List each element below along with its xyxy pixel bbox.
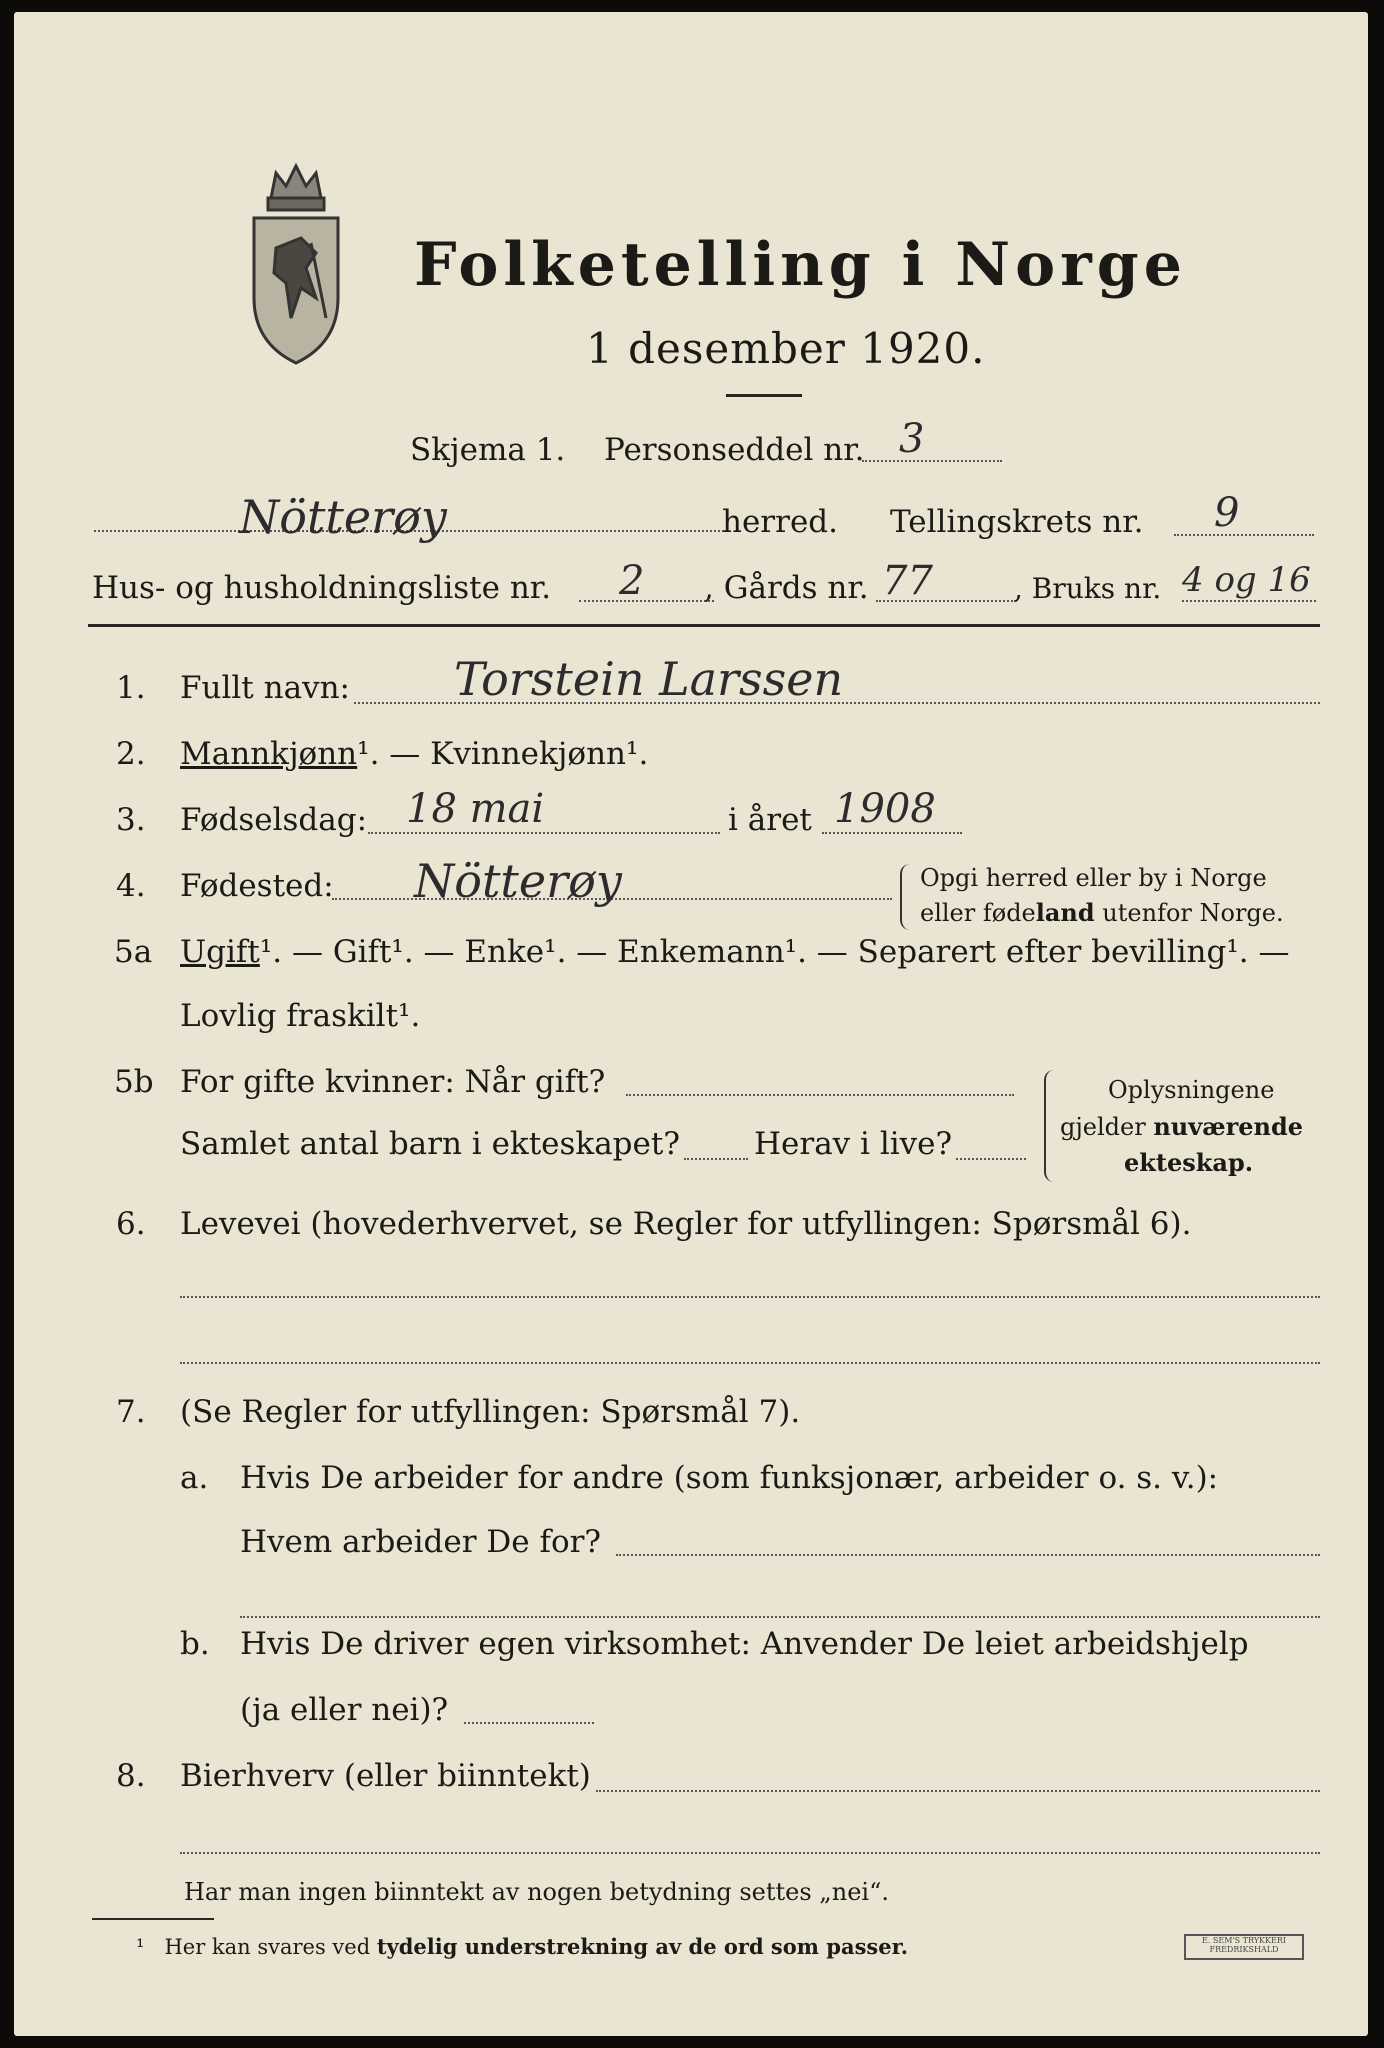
personseddel-label: Personseddel nr. xyxy=(604,432,865,468)
hus-value[interactable]: 2 xyxy=(619,558,645,604)
q7a-line2: Hvem arbeider De for? xyxy=(240,1524,602,1560)
hus-label: Hus- og husholdningsliste nr. xyxy=(92,570,552,606)
q6-label: Levevei (hovederhvervet, se Regler for utfyllingen: Spørsmål 6). xyxy=(180,1206,1192,1242)
q8-answer-line2[interactable] xyxy=(180,1852,1320,1854)
q1-label: Fullt navn: xyxy=(180,670,350,706)
q7b-line1: Hvis De driver egen virksomhet: Anvender De leiet arbeidshjelp xyxy=(240,1626,1249,1662)
bruks-value[interactable]: 4 og 16 xyxy=(1182,560,1311,600)
q5b-note-line3: ekteskap. xyxy=(1124,1148,1254,1177)
option-kvinnekjonn[interactable]: Kvinnekjønn xyxy=(430,736,627,772)
q4-note-line1: Opgi herred eller by i Norge xyxy=(920,864,1267,892)
q6-answer-line1[interactable] xyxy=(180,1296,1320,1298)
title-divider xyxy=(726,394,802,397)
q5b-note-line1: Oplysningene xyxy=(1108,1076,1275,1104)
q8-note: Har man ingen biinntekt av nogen betydning settes „nei“. xyxy=(184,1878,889,1906)
herred-label: herred. xyxy=(722,504,838,540)
q8-number: 8. xyxy=(116,1758,146,1794)
q7b-number: b. xyxy=(180,1626,210,1662)
tellingskrets-value[interactable]: 9 xyxy=(1214,490,1240,536)
full-name-value[interactable]: Torstein Larssen xyxy=(454,652,844,706)
footnote: ¹ Her kan svares ved tydelig understrekning av de ord som passer. xyxy=(136,1934,909,1959)
year-label: i året xyxy=(728,802,812,838)
q7b-answer[interactable] xyxy=(464,1722,594,1724)
q5b-line1: For gifte kvinner: Når gift? xyxy=(180,1064,606,1100)
birthday-value[interactable]: 18 mai xyxy=(406,786,545,832)
q4-note-line2: eller fødeland utenfor Norge. xyxy=(920,898,1284,927)
gards-value[interactable]: 77 xyxy=(882,558,933,604)
q8-label: Bierhverv (eller biinntekt) xyxy=(180,1758,591,1794)
q5a-options: Ugift¹. — Gift¹. — Enke¹. — Enkemann¹. — Separert efter bevilling¹. — xyxy=(180,934,1290,970)
q8-answer[interactable] xyxy=(596,1790,1320,1792)
birthplace-value[interactable]: Nötterøy xyxy=(414,854,622,908)
bruks-label: , Bruks nr. xyxy=(1014,572,1162,605)
coat-of-arms-icon xyxy=(246,158,346,368)
q7b-line2: (ja eller nei)? xyxy=(240,1692,449,1728)
q7a-line1: Hvis De arbeider for andre (som funksjonær, arbeider o. s. v.): xyxy=(240,1460,1219,1496)
q2-options: Mannkjønn¹. — Kvinnekjønn¹. xyxy=(180,736,649,772)
skjema-label: Skjema 1. xyxy=(410,432,566,468)
q7a-answer[interactable] xyxy=(616,1554,1320,1556)
q5b-note-line2: gjelder nuværende xyxy=(1060,1112,1304,1141)
q5b-herav: Herav i live? xyxy=(754,1126,953,1162)
q2-number: 2. xyxy=(116,736,146,772)
herred-value[interactable]: Nötterøy xyxy=(239,490,447,544)
option-mannkjonn[interactable]: Mannkjønn xyxy=(180,736,358,772)
q5b-line2: Samlet antal barn i ekteskapet? xyxy=(180,1126,680,1162)
gards-label: , Gårds nr. xyxy=(704,570,869,606)
option-ugift[interactable]: Ugift xyxy=(180,934,260,970)
q7-label: (Se Regler for utfyllingen: Spørsmål 7). xyxy=(180,1394,801,1430)
q7a-number: a. xyxy=(180,1460,209,1496)
q1-number: 1. xyxy=(116,670,146,706)
form-title: Folketelling i Norge xyxy=(414,230,1187,300)
q6-answer-line2[interactable] xyxy=(180,1362,1320,1364)
printer-stamp: E. SEM'S TRYKKERI FREDRIKSHALD xyxy=(1184,1934,1304,1960)
census-form xyxy=(14,12,1368,2036)
q4-number: 4. xyxy=(116,868,146,904)
q6-number: 6. xyxy=(116,1206,146,1242)
personseddel-number[interactable]: 3 xyxy=(899,416,925,462)
q7a-answer-line2[interactable] xyxy=(240,1616,1320,1618)
census-date: 1 desember 1920. xyxy=(586,324,986,373)
q3-label: Fødselsdag: xyxy=(180,802,368,838)
header-rule xyxy=(88,624,1320,627)
tellingskrets-label: Tellingskrets nr. xyxy=(890,504,1144,540)
q5b-number: 5b xyxy=(114,1064,154,1100)
q3-number: 3. xyxy=(116,802,146,838)
q7-number: 7. xyxy=(116,1394,146,1430)
q5a-number: 5a xyxy=(114,934,153,970)
q5a-line2: Lovlig fraskilt¹. xyxy=(180,998,421,1034)
footnote-rule xyxy=(92,1918,214,1920)
year-value[interactable]: 1908 xyxy=(834,786,936,832)
q4-label: Fødested: xyxy=(180,868,334,904)
